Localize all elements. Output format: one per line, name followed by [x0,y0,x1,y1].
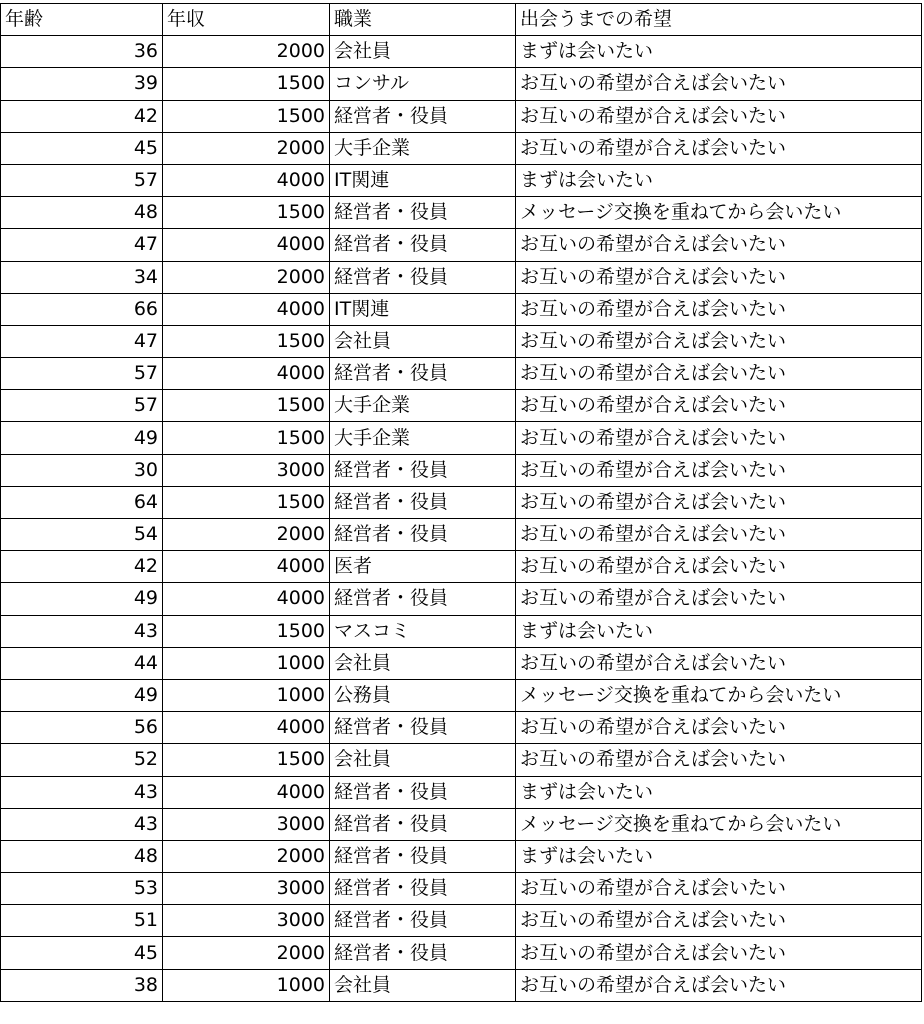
meeting-preference-cell[interactable]: お互いの希望が合えば会いたい [516,937,922,969]
age-cell[interactable]: 48 [1,840,163,872]
income-cell[interactable]: 1500 [163,615,330,647]
meeting-preference-cell[interactable]: お互いの希望が合えば会いたい [516,486,922,518]
age-cell[interactable]: 49 [1,422,163,454]
income-cell[interactable]: 4000 [163,293,330,325]
header-occupation[interactable]: 職業 [330,4,516,36]
age-cell[interactable]: 42 [1,100,163,132]
table-row [1,293,922,325]
occupation-cell[interactable]: IT関連 [330,293,516,325]
occupation-cell[interactable]: 会社員 [330,969,516,1001]
age-cell[interactable]: 45 [1,937,163,969]
header-income[interactable]: 年収 [163,4,330,36]
meeting-preference-cell[interactable]: まずは会いたい [516,164,922,196]
header-meeting-preference[interactable]: 出会うまでの希望 [516,4,922,36]
age-cell[interactable]: 38 [1,969,163,1001]
income-cell[interactable]: 1500 [163,68,330,100]
meeting-preference-cell[interactable]: まずは会いたい [516,615,922,647]
meeting-preference-cell[interactable]: お互いの希望が合えば会いたい [516,454,922,486]
occupation-cell[interactable]: 経営者・役員 [330,873,516,905]
occupation-cell[interactable]: 大手企業 [330,390,516,422]
meeting-preference-cell[interactable]: お互いの希望が合えば会いたい [516,390,922,422]
meeting-preference-cell[interactable]: まずは会いたい [516,36,922,68]
age-cell[interactable]: 39 [1,68,163,100]
table-row [1,422,922,454]
income-cell[interactable]: 1000 [163,679,330,711]
age-cell[interactable]: 51 [1,905,163,937]
meeting-preference-cell[interactable]: お互いの希望が合えば会いたい [516,905,922,937]
table-row [1,325,922,357]
occupation-cell[interactable]: 経営者・役員 [330,454,516,486]
meeting-preference-cell[interactable]: お互いの希望が合えば会いたい [516,68,922,100]
occupation-cell[interactable]: 経営者・役員 [330,937,516,969]
header-row [1,4,922,36]
table-row [1,776,922,808]
meeting-preference-cell[interactable]: お互いの希望が合えば会いたい [516,422,922,454]
meeting-preference-cell[interactable]: お互いの希望が合えば会いたい [516,358,922,390]
age-cell[interactable]: 44 [1,647,163,679]
income-cell[interactable]: 2000 [163,937,330,969]
occupation-cell[interactable]: 経営者・役員 [330,486,516,518]
table-row [1,712,922,744]
income-cell[interactable]: 4000 [163,229,330,261]
income-cell[interactable]: 3000 [163,454,330,486]
table-row [1,647,922,679]
table-header [1,4,922,36]
occupation-cell[interactable]: 経営者・役員 [330,808,516,840]
occupation-cell[interactable]: 経営者・役員 [330,905,516,937]
income-cell[interactable]: 2000 [163,840,330,872]
occupation-cell[interactable]: 医者 [330,551,516,583]
occupation-cell[interactable]: 経営者・役員 [330,229,516,261]
table-row [1,905,922,937]
table-row [1,36,922,68]
meeting-preference-cell[interactable]: お互いの希望が合えば会いたい [516,969,922,1001]
income-cell[interactable]: 2000 [163,36,330,68]
meeting-preference-cell[interactable]: メッセージ交換を重ねてから会いたい [516,808,922,840]
table-row [1,454,922,486]
table-row [1,390,922,422]
income-cell[interactable]: 1000 [163,647,330,679]
table-row [1,744,922,776]
meeting-preference-cell[interactable]: お互いの希望が合えば会いたい [516,132,922,164]
table-row [1,164,922,196]
table-row [1,100,922,132]
age-cell[interactable]: 45 [1,132,163,164]
occupation-cell[interactable]: 経営者・役員 [330,776,516,808]
age-cell[interactable]: 53 [1,873,163,905]
age-cell[interactable]: 42 [1,551,163,583]
income-cell[interactable]: 1500 [163,390,330,422]
income-cell[interactable]: 1500 [163,422,330,454]
income-cell[interactable]: 4000 [163,551,330,583]
occupation-cell[interactable]: マスコミ [330,615,516,647]
meeting-preference-cell[interactable]: お互いの希望が合えば会いたい [516,293,922,325]
meeting-preference-cell[interactable]: お互いの希望が合えば会いたい [516,100,922,132]
age-cell[interactable]: 64 [1,486,163,518]
occupation-cell[interactable]: 経営者・役員 [330,261,516,293]
occupation-cell[interactable]: 経営者・役員 [330,100,516,132]
table-row [1,840,922,872]
meeting-preference-cell[interactable]: お互いの希望が合えば会いたい [516,712,922,744]
income-cell[interactable]: 3000 [163,873,330,905]
age-cell[interactable]: 47 [1,229,163,261]
age-cell[interactable]: 54 [1,519,163,551]
income-cell[interactable]: 1500 [163,486,330,518]
table-body [1,36,922,1002]
table-row [1,937,922,969]
age-cell[interactable]: 56 [1,712,163,744]
occupation-cell[interactable]: 大手企業 [330,132,516,164]
age-cell[interactable]: 48 [1,197,163,229]
meeting-preference-cell[interactable]: お互いの希望が合えば会いたい [516,744,922,776]
occupation-cell[interactable]: コンサル [330,68,516,100]
age-cell[interactable]: 52 [1,744,163,776]
occupation-cell[interactable]: 大手企業 [330,422,516,454]
meeting-preference-cell[interactable]: お互いの希望が合えば会いたい [516,519,922,551]
income-cell[interactable]: 1500 [163,744,330,776]
age-cell[interactable]: 66 [1,293,163,325]
occupation-cell[interactable]: 会社員 [330,647,516,679]
age-cell[interactable]: 30 [1,454,163,486]
income-cell[interactable]: 1000 [163,969,330,1001]
meeting-preference-cell[interactable]: お互いの希望が合えば会いたい [516,551,922,583]
table-row [1,132,922,164]
age-cell[interactable]: 36 [1,36,163,68]
table-row [1,969,922,1001]
age-cell[interactable]: 49 [1,583,163,615]
table-row [1,229,922,261]
table-row [1,486,922,518]
income-cell[interactable]: 4000 [163,583,330,615]
meeting-preference-cell[interactable]: お互いの希望が合えば会いたい [516,873,922,905]
meeting-preference-cell[interactable]: お互いの希望が合えば会いたい [516,647,922,679]
income-cell[interactable]: 3000 [163,905,330,937]
meeting-preference-cell[interactable]: お互いの希望が合えば会いたい [516,229,922,261]
meeting-preference-cell[interactable]: メッセージ交換を重ねてから会いたい [516,679,922,711]
income-cell[interactable]: 4000 [163,712,330,744]
table-row [1,261,922,293]
age-cell[interactable]: 43 [1,615,163,647]
age-cell[interactable]: 34 [1,261,163,293]
meeting-preference-cell[interactable]: メッセージ交換を重ねてから会いたい [516,197,922,229]
income-cell[interactable]: 2000 [163,261,330,293]
age-cell[interactable]: 57 [1,164,163,196]
table-row [1,551,922,583]
header-age[interactable]: 年齢 [1,4,163,36]
table-row [1,873,922,905]
occupation-cell[interactable]: 経営者・役員 [330,840,516,872]
occupation-cell[interactable]: 経営者・役員 [330,519,516,551]
income-cell[interactable]: 1500 [163,325,330,357]
table-row [1,583,922,615]
age-cell[interactable]: 47 [1,325,163,357]
occupation-cell[interactable]: 会社員 [330,325,516,357]
age-cell[interactable]: 43 [1,808,163,840]
income-cell[interactable]: 3000 [163,808,330,840]
occupation-cell[interactable]: 会社員 [330,744,516,776]
income-cell[interactable]: 2000 [163,519,330,551]
table-row [1,358,922,390]
occupation-cell[interactable]: 公務員 [330,679,516,711]
table-row [1,808,922,840]
occupation-cell[interactable]: 経営者・役員 [330,583,516,615]
occupation-cell[interactable]: 経営者・役員 [330,197,516,229]
table-row [1,519,922,551]
data-table [0,3,922,1002]
income-cell[interactable]: 1500 [163,197,330,229]
age-cell[interactable]: 57 [1,390,163,422]
income-cell[interactable]: 4000 [163,358,330,390]
income-cell[interactable]: 4000 [163,164,330,196]
income-cell[interactable]: 4000 [163,776,330,808]
occupation-cell[interactable]: IT関連 [330,164,516,196]
occupation-cell[interactable]: 経営者・役員 [330,358,516,390]
table-row [1,615,922,647]
meeting-preference-cell[interactable]: お互いの希望が合えば会いたい [516,583,922,615]
table-row [1,197,922,229]
meeting-preference-cell[interactable]: お互いの希望が合えば会いたい [516,261,922,293]
occupation-cell[interactable]: 会社員 [330,36,516,68]
age-cell[interactable]: 57 [1,358,163,390]
occupation-cell[interactable]: 経営者・役員 [330,712,516,744]
table-row [1,68,922,100]
table-row [1,679,922,711]
meeting-preference-cell[interactable]: まずは会いたい [516,840,922,872]
income-cell[interactable]: 2000 [163,132,330,164]
income-cell[interactable]: 1500 [163,100,330,132]
meeting-preference-cell[interactable]: お互いの希望が合えば会いたい [516,325,922,357]
meeting-preference-cell[interactable]: まずは会いたい [516,776,922,808]
age-cell[interactable]: 43 [1,776,163,808]
age-cell[interactable]: 49 [1,679,163,711]
